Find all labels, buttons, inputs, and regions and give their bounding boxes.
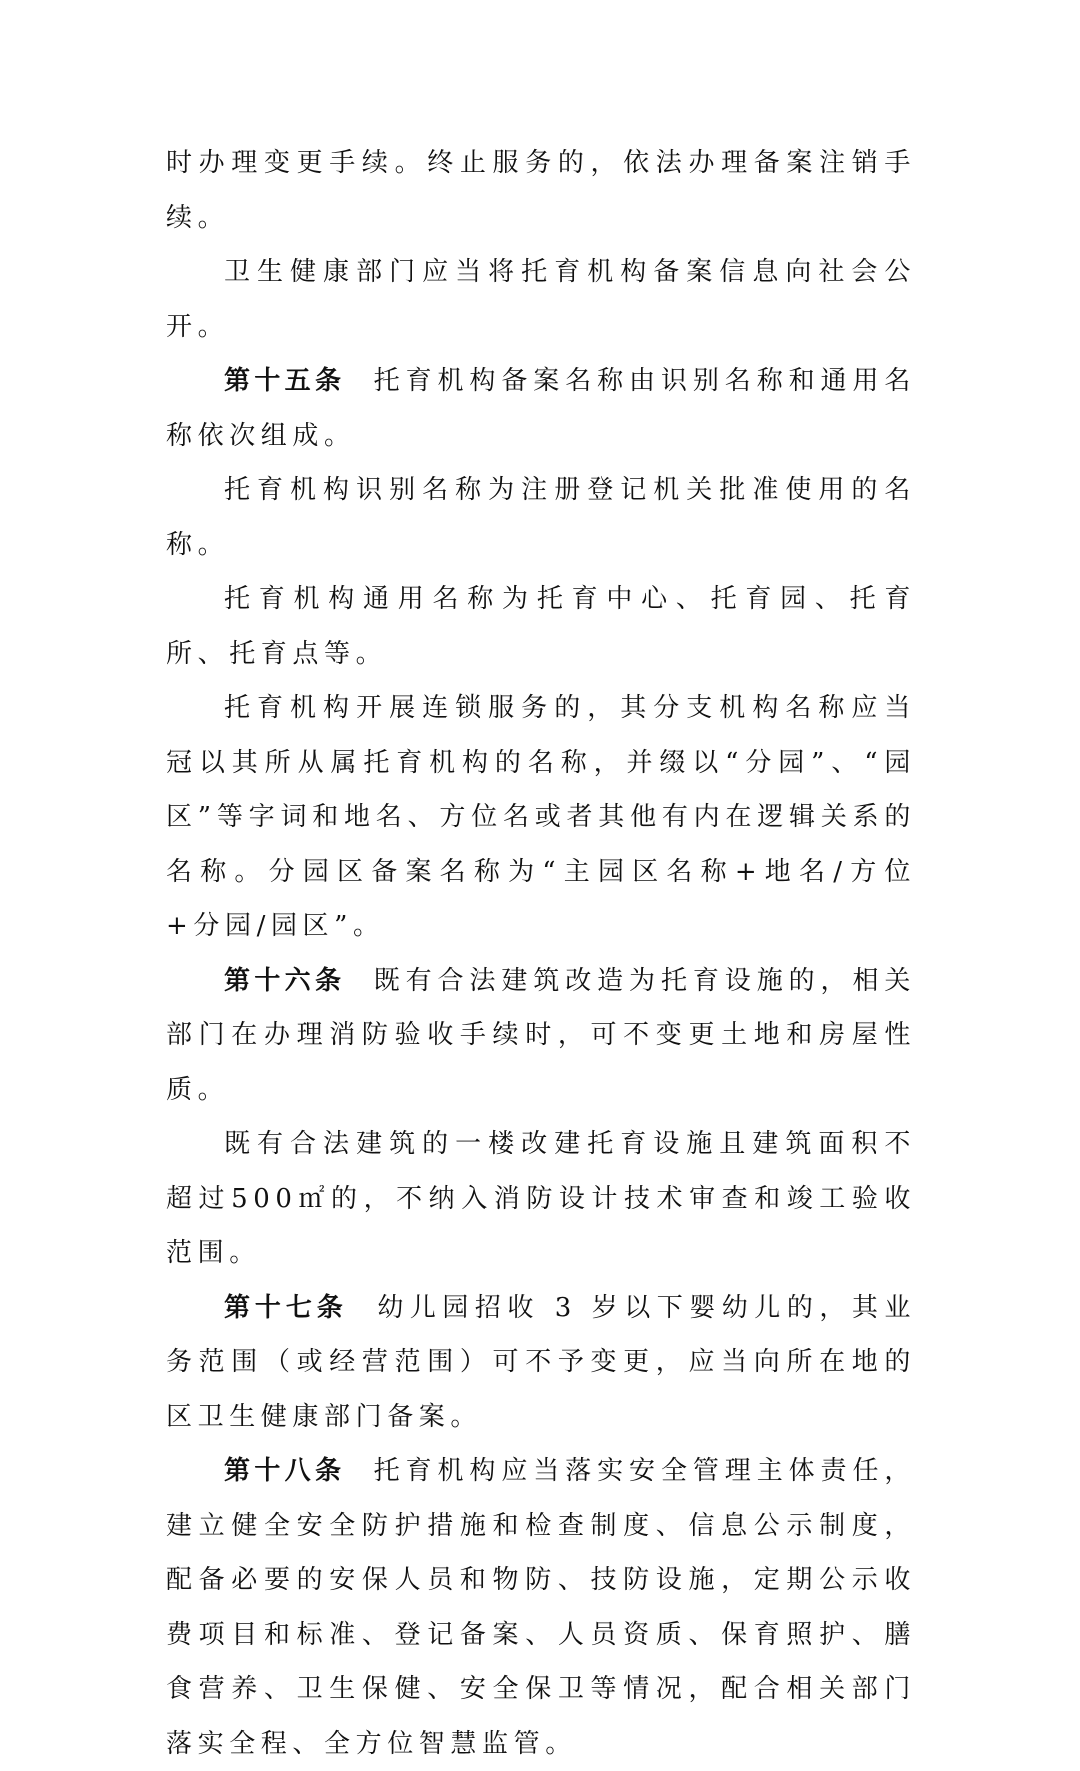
- article-18-heading: 第十八条: [224, 1456, 346, 1486]
- article-15-heading: 第十五条: [224, 366, 346, 396]
- paragraph-5: [166, 572, 916, 681]
- paragraph-4: [166, 463, 916, 572]
- article-16-text: 既有合法建筑改造为托育设施的，相关部门在办理消防验收手续时，可不变更土地和房屋性质。: [166, 965, 916, 1105]
- paragraph-6: [166, 681, 916, 954]
- paragraph-text: 托育机构识别名称为注册登记机关批准使用的名称。: [166, 475, 916, 560]
- article-15-text: 托育机构备案名称由识别名称和通用名称依次组成。: [166, 366, 916, 451]
- article-17: [166, 1281, 916, 1445]
- paragraph-text: 既有合法建筑的一楼改建托育设施且建筑面积不超过500㎡的，不纳入消防设计技术审查和竣工验收范围。: [166, 1129, 916, 1268]
- article-16: [166, 954, 916, 1118]
- paragraph-text: 托育机构开展连锁服务的，其分支机构名称应当冠以其所从属托育机构的名称，并缀以“分园”、“园区”等字词和地名、方位名或者其他有内在逻辑关系的名称。分园区备案名称为“主园区名称+地名/方位+分园/园区”。: [166, 693, 916, 941]
- article-16-heading: 第十六条: [224, 965, 346, 996]
- paragraph-1: [166, 136, 916, 245]
- paragraph-text: 托育机构通用名称为托育中心、托育园、托育所、托育点等。: [166, 584, 916, 669]
- document-body: [166, 136, 916, 1771]
- article-18: [166, 1444, 916, 1771]
- article-15: [166, 354, 916, 463]
- article-18-text: 托育机构应当落实安全管理主体责任，建立健全安全防护措施和检查制度、信息公示制度，配备必要的安保人员和物防、技防设施，定期公示收费项目和标准、登记备案、人员资质、保育照护、膳食营养、卫生保健、安全保卫等情况，配合相关部门落实全程、全方位智慧监管。: [166, 1456, 916, 1759]
- article-17-heading: 第十七条: [224, 1292, 348, 1323]
- article-17-text: 幼儿园招收 3 岁以下婴幼儿的，其业务范围（或经营范围）可不予变更，应当向所在地的区卫生健康部门备案。: [166, 1292, 917, 1432]
- paragraph-2: [166, 245, 916, 354]
- paragraph-text: 时办理变更手续。终止服务的，依法办理备案注销手续。: [166, 148, 916, 233]
- paragraph-8: [166, 1117, 916, 1281]
- paragraph-text: 卫生健康部门应当将托育机构备案信息向社会公开。: [166, 257, 916, 342]
